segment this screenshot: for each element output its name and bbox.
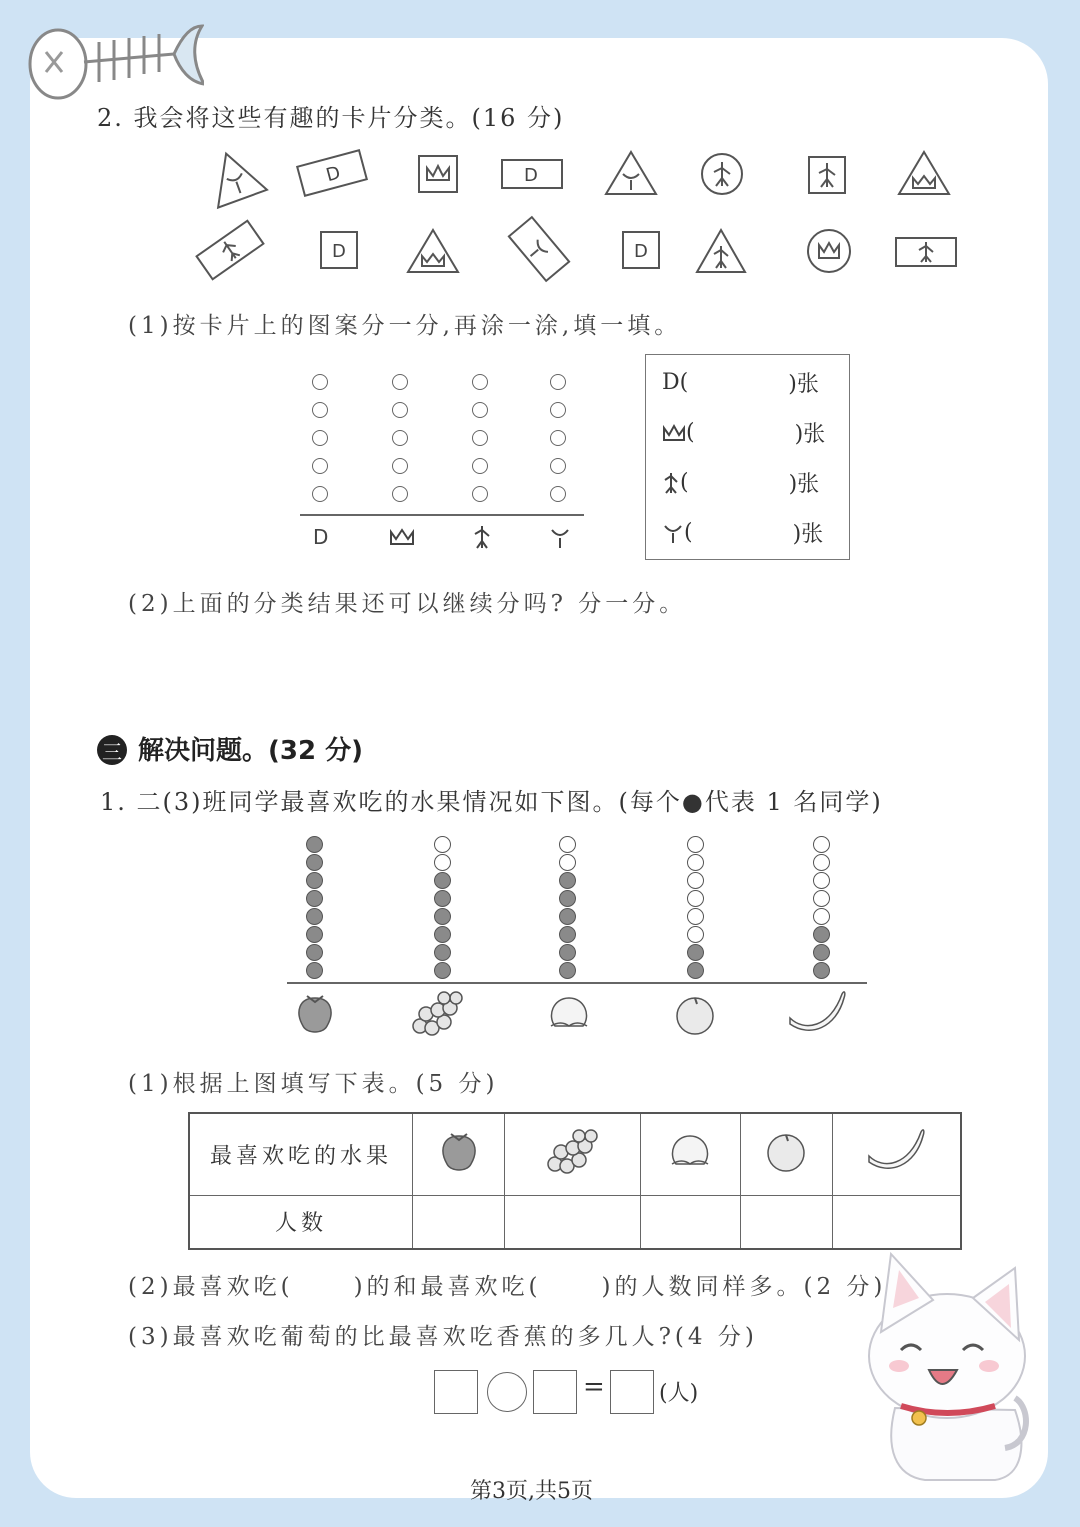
- tally-baseline: [300, 514, 584, 516]
- answer-cell[interactable]: [832, 1195, 961, 1249]
- tally-circle[interactable]: [472, 430, 488, 446]
- card-triangle-crown: [406, 228, 460, 274]
- tally-column-d: [312, 374, 328, 502]
- fruit-table: [188, 1112, 962, 1250]
- count-open: (: [680, 470, 689, 495]
- page-number: 第3页,共5页: [470, 1479, 593, 1504]
- pictograph-dot-strawberry: [306, 854, 323, 871]
- branch-symbol-icon: [552, 530, 568, 548]
- card-square-d: [319, 230, 359, 270]
- section-title: 解决问题。(32 分): [138, 736, 363, 766]
- tally-circle[interactable]: [550, 430, 566, 446]
- sub2-part-a: (2)最喜欢吃(: [128, 1274, 294, 1300]
- count-open: (: [679, 370, 689, 395]
- pictograph-dot-apple: [687, 836, 704, 853]
- count-row-figure: [662, 467, 819, 498]
- card-rect-figure: [193, 222, 267, 278]
- pictograph-dot-apple: [687, 908, 704, 925]
- count-close: )张: [788, 372, 819, 397]
- pictograph-dot-grape: [434, 908, 451, 925]
- tally-circle[interactable]: [550, 486, 566, 502]
- pictograph-dot-strawberry: [306, 944, 323, 961]
- table-cell-peach: [640, 1113, 740, 1195]
- pictograph-dot-strawberry: [306, 836, 323, 853]
- count-close: )张: [788, 472, 820, 497]
- pictograph-dot-apple: [687, 872, 704, 889]
- pictograph-dot-grape: [434, 890, 451, 907]
- pictograph-dot-peach: [559, 890, 576, 907]
- tally-circle[interactable]: [392, 430, 408, 446]
- pictograph-dot-banana: [813, 854, 830, 871]
- pictograph-dot-grape: [434, 836, 451, 853]
- d-symbol-icon: D: [313, 525, 329, 549]
- pictograph-dot-peach: [559, 854, 576, 871]
- card-rect-branch: [508, 214, 570, 284]
- table-header-count: 人数: [189, 1195, 413, 1249]
- card-circle-crown: [806, 228, 852, 274]
- unit-label: (人): [659, 1381, 699, 1406]
- card-square-figure: [807, 155, 847, 195]
- pictograph-dot-peach: [559, 836, 576, 853]
- answer-cell[interactable]: [740, 1195, 832, 1249]
- question-1-sub3: (3)最喜欢吃葡萄的比最喜欢吃香蕉的多几人?(4 分): [128, 1324, 758, 1350]
- pictograph-dot-banana: [813, 836, 830, 853]
- answer-cell[interactable]: [505, 1195, 640, 1249]
- pictograph-dot-strawberry: [306, 872, 323, 889]
- equation-box-2[interactable]: [533, 1370, 577, 1414]
- tally-circle[interactable]: [392, 402, 408, 418]
- cat-illustration-icon: [855, 1248, 1030, 1488]
- count-open: (: [684, 520, 693, 545]
- tally-circle[interactable]: [392, 486, 408, 502]
- count-row-d: [662, 367, 819, 398]
- pictograph-dot-peach: [559, 872, 576, 889]
- question-1-sub2: [128, 1268, 886, 1301]
- pictograph-dot-grape: [434, 854, 451, 871]
- card-circle-figure: [700, 152, 744, 196]
- pictograph-dot-banana: [813, 944, 830, 961]
- table-header-fruit: 最喜欢吃的水果: [189, 1113, 413, 1195]
- card-triangle-crown: [897, 150, 951, 196]
- tally-axis-symbols: [305, 522, 605, 552]
- tally-circle[interactable]: [312, 486, 328, 502]
- branch-icon: [662, 521, 684, 545]
- tally-circle[interactable]: [392, 458, 408, 474]
- svg-text:D: D: [323, 162, 343, 187]
- count-box: [645, 354, 850, 560]
- card-square-d: [621, 230, 661, 270]
- pictograph-dot-banana: [813, 926, 830, 943]
- tally-circle[interactable]: [550, 458, 566, 474]
- pictograph-dot-strawberry: [306, 890, 323, 907]
- card-rect-d: [296, 150, 368, 196]
- tally-column-figure: [472, 374, 488, 502]
- pictograph-dot-strawberry: [306, 908, 323, 925]
- pictograph-dot-grape: [434, 872, 451, 889]
- question-2-sub2: (2)上面的分类结果还可以继续分吗? 分一分。: [128, 591, 687, 617]
- table-cell-strawberry: [413, 1113, 505, 1195]
- tally-circle[interactable]: [472, 486, 488, 502]
- tally-circle[interactable]: [550, 402, 566, 418]
- pictograph-dot-strawberry: [306, 962, 323, 979]
- equation-result-box[interactable]: [610, 1370, 654, 1414]
- svg-text:D: D: [524, 165, 538, 186]
- figure-icon: [662, 471, 680, 495]
- pictograph-dot-peach: [559, 908, 576, 925]
- pictograph-baseline: [287, 982, 867, 984]
- tally-circle[interactable]: [472, 458, 488, 474]
- count-row-branch: [662, 517, 823, 548]
- tally-column-crown: [392, 374, 408, 502]
- pictograph-dot-banana: [813, 908, 830, 925]
- operator-circle[interactable]: [487, 1372, 527, 1412]
- pictograph-dot-apple: [687, 890, 704, 907]
- tally-column-branch: [550, 374, 566, 502]
- sub2-part-b: )的和最喜欢吃(: [353, 1274, 542, 1300]
- pictograph-dot-apple: [687, 854, 704, 871]
- pictograph-dot-apple: [687, 944, 704, 961]
- answer-blank-1[interactable]: [294, 1268, 354, 1301]
- peach-icon: [545, 992, 593, 1034]
- figure-symbol-icon: [475, 526, 489, 548]
- banana-icon: [786, 988, 848, 1038]
- tally-circle[interactable]: [472, 374, 488, 390]
- pictograph-dot-peach: [559, 926, 576, 943]
- table-cell-apple: [740, 1113, 832, 1195]
- pictograph-dot-apple: [687, 926, 704, 943]
- answer-blank-2[interactable]: [542, 1268, 602, 1301]
- pictograph-dot-grape: [434, 926, 451, 943]
- pictograph-dot-banana: [813, 962, 830, 979]
- tally-circle[interactable]: [550, 374, 566, 390]
- pictograph-dot-banana: [813, 872, 830, 889]
- tally-circle[interactable]: [392, 374, 408, 390]
- strawberry-icon: [293, 990, 337, 1038]
- card-rect-d: [500, 158, 564, 190]
- question-2-title: 2. 我会将这些有趣的卡片分类。(16 分): [97, 104, 565, 132]
- apple-icon: [673, 992, 717, 1036]
- card-triangle-branch: [604, 150, 658, 196]
- d-symbol: D: [662, 370, 680, 395]
- pictograph-dot-peach: [559, 944, 576, 961]
- pictograph-dot-apple: [687, 962, 704, 979]
- tally-circle[interactable]: [312, 430, 328, 446]
- pictograph-dot-peach: [559, 962, 576, 979]
- svg-text:D: D: [332, 241, 346, 262]
- sub2-part-c: )的人数同样多。(2 分): [601, 1274, 887, 1300]
- count-close: )张: [794, 422, 826, 447]
- question-2-sub1: (1)按卡片上的图案分一分,再涂一涂,填一填。: [128, 313, 682, 339]
- card-rect-figure: [894, 236, 958, 268]
- tally-circle[interactable]: [312, 402, 328, 418]
- crown-icon: [662, 422, 686, 444]
- equation-box-1[interactable]: [434, 1370, 478, 1414]
- table-cell-banana: [832, 1113, 961, 1195]
- pictograph-dot-grape: [434, 962, 451, 979]
- grapes-icon: [404, 986, 470, 1040]
- pictograph-dot-grape: [434, 944, 451, 961]
- pictograph-dot-banana: [813, 890, 830, 907]
- card-triangle-branch: [205, 148, 265, 208]
- pictograph-dot-strawberry: [306, 926, 323, 943]
- crown-symbol-icon: [391, 530, 413, 544]
- answer-cell[interactable]: [640, 1195, 740, 1249]
- question-1-sub1: (1)根据上图填写下表。(5 分): [128, 1071, 499, 1097]
- tally-circle[interactable]: [312, 374, 328, 390]
- section-badge: 三: [97, 735, 127, 765]
- card-triangle-figure: [695, 228, 747, 274]
- tally-circle[interactable]: [472, 402, 488, 418]
- table-cell-grape: [505, 1113, 640, 1195]
- equals-sign: =: [583, 1372, 605, 1402]
- count-close: )张: [792, 522, 824, 547]
- fishbone-icon: [14, 12, 204, 102]
- count-open: (: [686, 420, 695, 445]
- card-square-crown: [417, 154, 459, 194]
- svg-text:D: D: [634, 241, 648, 262]
- tally-circle[interactable]: [312, 458, 328, 474]
- answer-cell[interactable]: [413, 1195, 505, 1249]
- question-1-title: 1. 二(3)班同学最喜欢吃的水果情况如下图。(每个●代表 1 名同学): [100, 788, 883, 816]
- count-row-crown: [662, 417, 825, 448]
